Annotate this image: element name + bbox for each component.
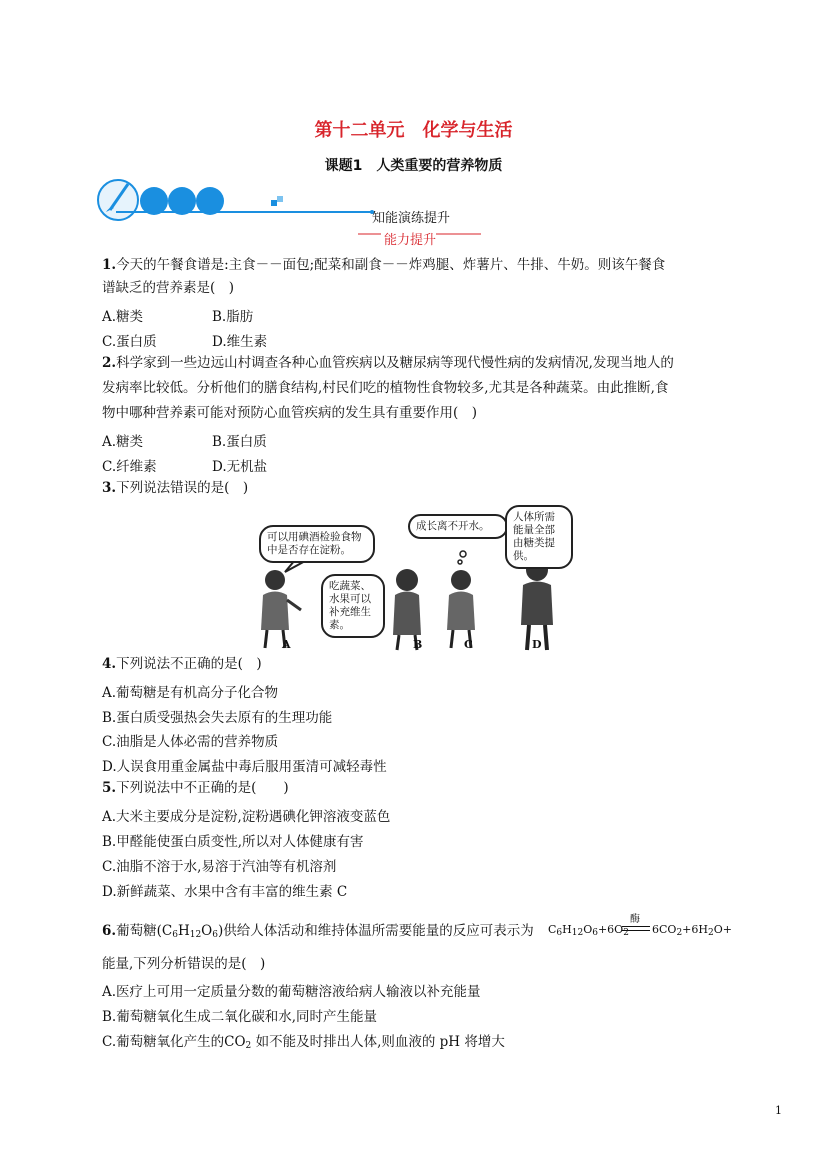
q1-number: 1.: [102, 257, 117, 273]
page-number: 1: [775, 1104, 782, 1117]
eq-catalyst: 酶: [630, 914, 640, 925]
eq-left: $C_6H_{12}O_6+6O_2$: [548, 923, 629, 938]
figure-label-c: C: [464, 638, 473, 651]
q2-line1: 2.科学家到一些边远山村调查各种心血管疾病以及糖尿病等现代慢性病的发病情况,发现当地人的: [102, 355, 674, 371]
q2-option-d: D.无机盐: [212, 459, 268, 475]
q5-option-b: B.甲醛能使蛋白质变性,所以对人体健康有害: [102, 834, 364, 850]
lesson-subtitle: 课题1 人类重要的营养物质: [324, 158, 503, 174]
bubble-b: 吃蔬菜、水果可以补充维生素。: [321, 574, 385, 638]
q2-line3: 物中哪种营养素可能对预防心血管疾病的发生具有重要作用( ): [102, 405, 478, 421]
q1-option-b: B.脂肪: [212, 309, 254, 325]
figure-label-a: A: [282, 638, 291, 651]
q3-number: 3.: [102, 480, 117, 496]
q5-option-c: C.油脂不溶于水,易溶于汽油等有机溶剂: [102, 859, 337, 875]
q6-stem: 6.葡萄糖$(C_6H_{12}O_6)$供给人体活动和维持体温所需要能量的反应可表示为: [102, 923, 534, 940]
q4-option-b: B.蛋白质受强热会失去原有的生理功能: [102, 710, 333, 726]
section-sublabel: 能力提升: [384, 233, 437, 248]
q4-option-c: C.油脂是人体必需的营养物质: [102, 734, 279, 750]
q6-option-a: A.医疗上可用一定质量分数的葡萄糖溶液给病人输液以补充能量: [102, 984, 481, 1000]
q1-line1: 1.今天的午餐食谱是:主食－－面包;配菜和副食－－炸鸡腿、炸薯片、牛排、牛奶。则该午餐食: [102, 257, 666, 273]
banner-logo-icon: [98, 180, 138, 220]
person-a-icon: [261, 570, 301, 648]
section-label: 知能演练提升: [372, 211, 451, 226]
bubble-a: 可以用碘酒检验食物中是否存在淀粉。: [259, 525, 375, 563]
q2-option-a: A.糖类: [102, 434, 144, 450]
q2-option-c: C.纤维素: [102, 459, 157, 475]
q6-line2: 能量,下列分析错误的是( ): [102, 956, 266, 972]
person-d-icon: [521, 559, 553, 650]
bubble-c: 成长离不开水。: [408, 514, 508, 539]
q5-stem: 5.下列说法中不正确的是( ): [102, 780, 289, 796]
q5-option-a: A.大米主要成分是淀粉,淀粉遇碘化钾溶液变蓝色: [102, 809, 391, 825]
person-c-icon: [447, 570, 475, 648]
q1-option-a: A.糖类: [102, 309, 144, 325]
eq-arrow: [622, 926, 650, 931]
banner-dot: [196, 187, 224, 215]
q6-option-c: C.葡萄糖氧化产生的$CO_2$ 如不能及时排出人体,则血液的 pH 将增大: [102, 1034, 505, 1051]
q5-number: 5.: [102, 780, 117, 796]
unit-title: 第十二单元 化学与生活: [314, 120, 513, 141]
q6-option-b: B.葡萄糖氧化生成二氧化碳和水,同时产生能量: [102, 1009, 378, 1025]
bubble-d: 人体所需能量全部由糖类提供。: [505, 505, 573, 569]
q3-figure: [255, 500, 575, 655]
q1-line2: 谱缺乏的营养素是( ): [102, 280, 235, 296]
figure-label-b: B: [413, 638, 423, 651]
q6-number: 6.: [102, 923, 117, 939]
q3-stem: 3.下列说法错误的是( ): [102, 480, 249, 496]
banner-dot: [168, 187, 196, 215]
eq-right: $6CO_2+6H_2O+$: [652, 923, 732, 938]
q2-number: 2.: [102, 355, 117, 371]
q4-option-a: A.葡萄糖是有机高分子化合物: [102, 685, 279, 701]
q1-option-d: D.维生素: [212, 334, 268, 350]
q2-option-b: B.蛋白质: [212, 434, 267, 450]
q2-line2: 发病率比较低。分析他们的膳食结构,村民们吃的植物性食物较多,尤其是各种蔬菜。由此推断,食: [102, 380, 669, 396]
q4-stem: 4.下列说法不正确的是( ): [102, 656, 262, 672]
q5-option-d: D.新鲜蔬菜、水果中含有丰富的维生素 C: [102, 884, 348, 900]
q1-option-c: C.蛋白质: [102, 334, 157, 350]
banner-dot: [140, 187, 168, 215]
figure-label-d: D: [532, 638, 542, 651]
q4-number: 4.: [102, 656, 117, 672]
q4-option-d: D.人误食用重金属盐中毒后服用蛋清可减轻毒性: [102, 759, 387, 775]
